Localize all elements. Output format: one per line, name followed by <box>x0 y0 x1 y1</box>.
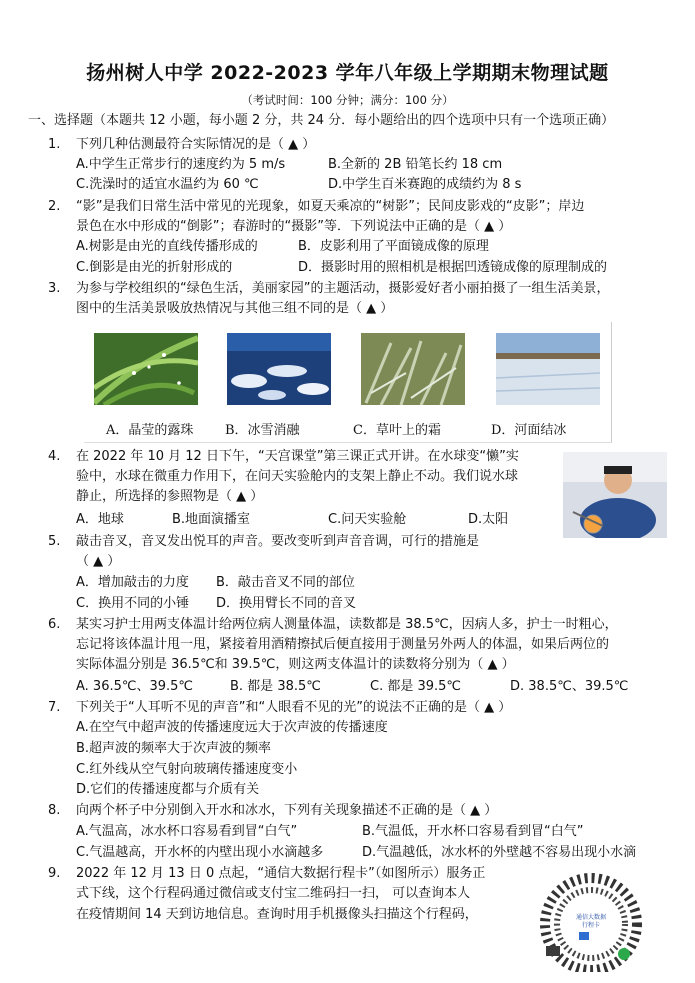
option-d: D.它们的传播速度都与介质有关 <box>76 782 260 797</box>
option-c: C.气温越高，开水杯的内壁出现小水滴越多 <box>76 845 324 860</box>
option-d: D.中学生百米赛跑的成绩约为 8 s <box>328 177 522 192</box>
question-number: 4. <box>48 449 61 464</box>
question-stem: “影”是我们日常生活中常见的光现象，如夏天乘凉的“树影”；民间皮影戏的“皮影”；岸边 <box>76 199 585 214</box>
option-a: A.树影是由光的直线传播形成的 <box>76 239 258 254</box>
section-heading: 一、选择题（本题共 12 小题，每小题 2 分，共 24 分．每小题给出的四个选项中只有一个选项正确） <box>28 113 615 128</box>
melting-snow-photo <box>227 333 331 405</box>
question-stem: 在疫情期间 14 天到访地信息。查询时用手机摄像头扫描这个行程码， <box>76 907 478 922</box>
option-a: A．地球 <box>76 512 124 527</box>
caption-a: A．晶莹的露珠 <box>106 423 194 438</box>
option-d: D. 38.5℃、39.5℃ <box>510 679 629 694</box>
astronaut-photo <box>563 452 667 538</box>
question-stem: 图中的生活美景吸放热情况与其他三组不同的是（ ▲ ） <box>76 301 394 316</box>
question-number: 5. <box>48 534 61 549</box>
option-c: C.红外线从空气射向玻璃传播速度变小 <box>76 762 298 777</box>
question-stem: 式下线，这个行程码通过微信或支付宝二维码扫一扫， 可以查询本人 <box>76 886 471 901</box>
question-stem: 敲击音叉，音叉发出悦耳的声音。要改变听到声音音调，可行的措施是 <box>76 534 480 549</box>
option-d: D．换用臂长不同的音叉 <box>216 596 357 611</box>
option-d: D．摄影时用的照相机是根据凹透镜成像的原理制成的 <box>298 260 608 275</box>
question-stem: 静止，所选择的参照物是（ ▲ ） <box>76 489 264 504</box>
qr-label: 行程卡 <box>581 922 600 929</box>
option-b: B. 都是 38.5℃ <box>230 679 321 694</box>
question-stem: （ ▲ ） <box>76 554 121 569</box>
question-stem: 某实习护士用两支体温计给两位病人测量体温，读数都是 38.5℃，因病人多，护士一时粗心， <box>76 617 618 632</box>
travel-code-qr <box>524 872 658 972</box>
question-stem: 向两个杯子中分别倒入开水和冰水，下列有关现象描述不正确的是（ ▲ ） <box>76 803 498 818</box>
exam-info: （考试时间：100 分钟；满分：100 分） <box>241 93 454 107</box>
option-c: C.倒影是由光的折射形成的 <box>76 260 233 275</box>
question-number: 1. <box>48 137 61 152</box>
question-stem: 在 2022 年 10 月 12 日下午，“天宫课堂”第三课正式开讲。在水球变“懒”实 <box>76 449 519 464</box>
frost-photo <box>361 333 465 405</box>
question-stem: 实际体温分别是 36.5℃和 39.5℃，则这两支体温计的读数将分别为（ ▲ ） <box>76 657 515 672</box>
option-a: A．增加敲击的力度 <box>76 575 189 590</box>
question-number: 8. <box>48 803 61 818</box>
qr-label: 通信大数据 <box>575 914 606 921</box>
question-number: 6. <box>48 617 61 632</box>
frozen-river-photo <box>496 333 600 405</box>
question-stem: 下列关于“人耳听不见的声音”和“人眼看不见的光”的说法不正确的是（ ▲ ） <box>76 700 512 715</box>
question-stem: 忘记将该体温计甩一甩，紧接着用酒精擦拭后便直接用于测量另外两人的体温，如果后两位的 <box>76 637 610 652</box>
caption-c: C．草叶上的霜 <box>353 423 441 438</box>
question-number: 7. <box>48 700 61 715</box>
caption-d: D．河面结冰 <box>491 423 567 438</box>
question-number: 9. <box>48 866 61 881</box>
question-stem: 2022 年 12 月 13 日 0 点起，“通信大数据行程卡”（如图所示）服务正 <box>76 866 486 881</box>
option-b: B.气温低，开水杯口容易看到冒“白气” <box>362 824 584 839</box>
question-stem: 下列几种估测最符合实际情况的是（ ▲ ） <box>76 137 316 152</box>
option-a: A.中学生正常步行的速度约为 5 m/s <box>76 157 286 172</box>
dew-photo <box>94 333 198 405</box>
caption-b: B．冰雪消融 <box>225 423 300 438</box>
option-c: C.洗澡时的适宜水温约为 60 ℃ <box>76 177 259 192</box>
option-a: A.在空气中超声波的传播速度远大于次声波的传播速度 <box>76 720 388 735</box>
option-c: C. 都是 39.5℃ <box>370 679 462 694</box>
question-stem: 验中，水球在微重力作用下，在问天实验舱内的支架上静止不动。我们说水球 <box>76 469 519 484</box>
page-title: 扬州树人中学 2022-2023 学年八年级上学期期末物理试题 <box>86 62 609 84</box>
question-number: 3. <box>48 281 61 296</box>
option-a: A. 36.5℃、39.5℃ <box>76 679 194 694</box>
option-b: B．皮影利用了平面镜成像的原理 <box>298 239 489 254</box>
question-number: 2. <box>48 199 61 214</box>
option-d: D.太阳 <box>468 512 509 527</box>
option-b: B.地面演播室 <box>172 512 251 527</box>
option-a: A.气温高，冰水杯口容易看到冒“白气” <box>76 824 298 839</box>
option-b: B.全新的 2B 铅笔长约 18 cm <box>328 157 503 172</box>
option-b: B.超声波的频率大于次声波的频率 <box>76 741 272 756</box>
question-stem: 景色在水中形成的“倒影”；春游时的“摄影”等．下列说法中正确的是（ ▲ ） <box>76 219 512 234</box>
option-b: B．敲击音叉不同的部位 <box>216 575 355 590</box>
question-stem: 为参与学校组织的“绿色生活，美丽家园”的主题活动，摄影爱好者小丽拍摄了一组生活美景， <box>76 281 610 296</box>
option-c: C．换用不同的小锤 <box>76 596 190 611</box>
option-c: C.问天实验舱 <box>328 512 407 527</box>
option-d: D.气温越低，冰水杯的外壁越不容易出现小水滴 <box>362 845 637 860</box>
